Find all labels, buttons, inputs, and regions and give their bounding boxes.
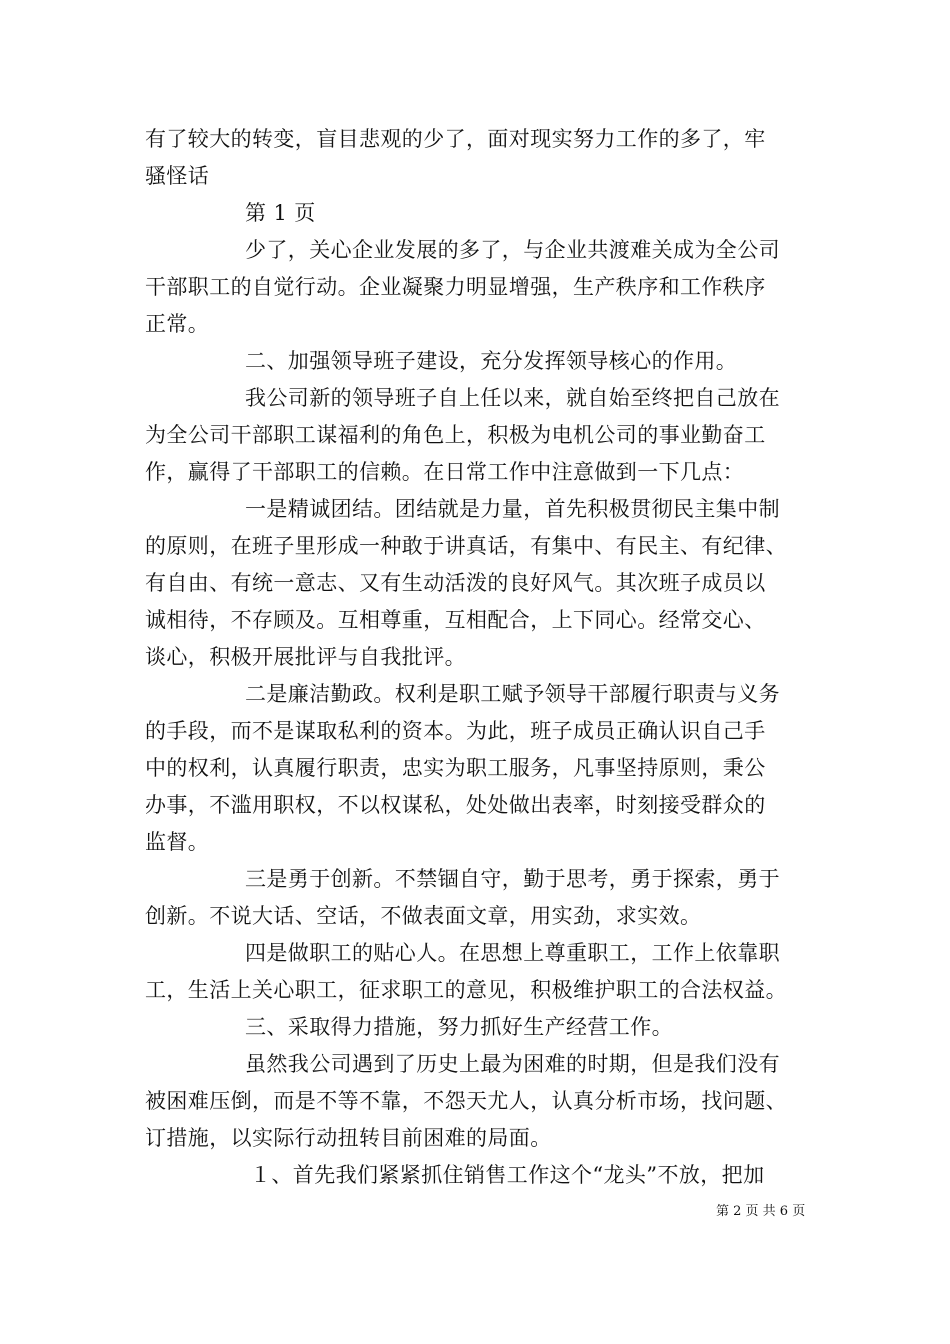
text-line: 创新。不说大话、空话，不做表面文章，用实劲，求实效。 — [145, 904, 702, 928]
text-line: 正常。 — [145, 312, 210, 336]
section-heading: 三、采取得力措施，努力抓好生产经营工作。 — [245, 1015, 673, 1039]
text-line: 有了较大的转变，盲目悲观的少了，面对现实努力工作的多了，牢 — [145, 127, 766, 151]
text-line: 被困难压倒，而是不等不靠，不怨天尤人，认真分析市场，找问题、 — [145, 1089, 787, 1113]
text-line: 为全公司干部职工谋福利的角色上，积极为电机公司的事业勤奋工 — [145, 423, 766, 447]
page-marker: 第 1 页 — [245, 201, 316, 225]
text-line: 四是做职工的贴心人。在思想上尊重职工，工作上依靠职 — [245, 941, 780, 965]
text-line: 有自由、有统一意志、又有生动活泼的良好风气。其次班子成员以 — [145, 571, 766, 595]
text-line: 我公司新的领导班子自上任以来，就自始至终把自己放在 — [245, 386, 780, 410]
text-line: 的原则，在班子里形成一种敢于讲真话，有集中、有民主、有纪律、 — [145, 534, 787, 558]
text-line: 作，赢得了干部职工的信赖。在日常工作中注意做到一下几点： — [145, 460, 745, 484]
text-line: 工，生活上关心职工，征求职工的意见，积极维护职工的合法权益。 — [145, 978, 787, 1002]
text-line: 虽然我公司遇到了历史上最为困难的时期，但是我们没有 — [245, 1052, 780, 1076]
text-line: １、首先我们紧紧抓住销售工作这个“龙头”不放，把加 — [250, 1163, 765, 1187]
text-line: 二是廉洁勤政。权利是职工赋予领导干部履行职责与义务 — [245, 682, 780, 706]
text-line: 监督。 — [145, 830, 210, 854]
text-line: 的手段，而不是谋取私利的资本。为此，班子成员正确认识自己手 — [145, 719, 766, 743]
text-line: 诚相待，不存顾及。互相尊重，互相配合，上下同心。经常交心、 — [145, 608, 766, 632]
text-line: 办事，不滥用职权，不以权谋私，处处做出表率，时刻接受群众的 — [145, 793, 766, 817]
text-line: 订措施，以实际行动扭转目前困难的局面。 — [145, 1126, 552, 1150]
text-line: 三是勇于创新。不禁锢自守，勤于思考，勇于探索，勇于 — [245, 867, 780, 891]
section-heading: 二、加强领导班子建设，充分发挥领导核心的作用。 — [245, 349, 738, 373]
text-line: 干部职工的自觉行动。企业凝聚力明显增强，生产秩序和工作秩序 — [145, 275, 766, 299]
text-line: 一是精诚团结。团结就是力量，首先积极贯彻民主集中制 — [245, 497, 780, 521]
page-footer: 第 2 页 共 6 页 — [716, 1204, 806, 1219]
text-line: 中的权利，认真履行职责，忠实为职工服务，凡事坚持原则，秉公 — [145, 756, 766, 780]
text-line: 骚怪话 — [145, 164, 210, 188]
text-line: 谈心，积极开展批评与自我批评。 — [145, 645, 466, 669]
text-line: 少了，关心企业发展的多了，与企业共渡难关成为全公司 — [245, 238, 780, 262]
